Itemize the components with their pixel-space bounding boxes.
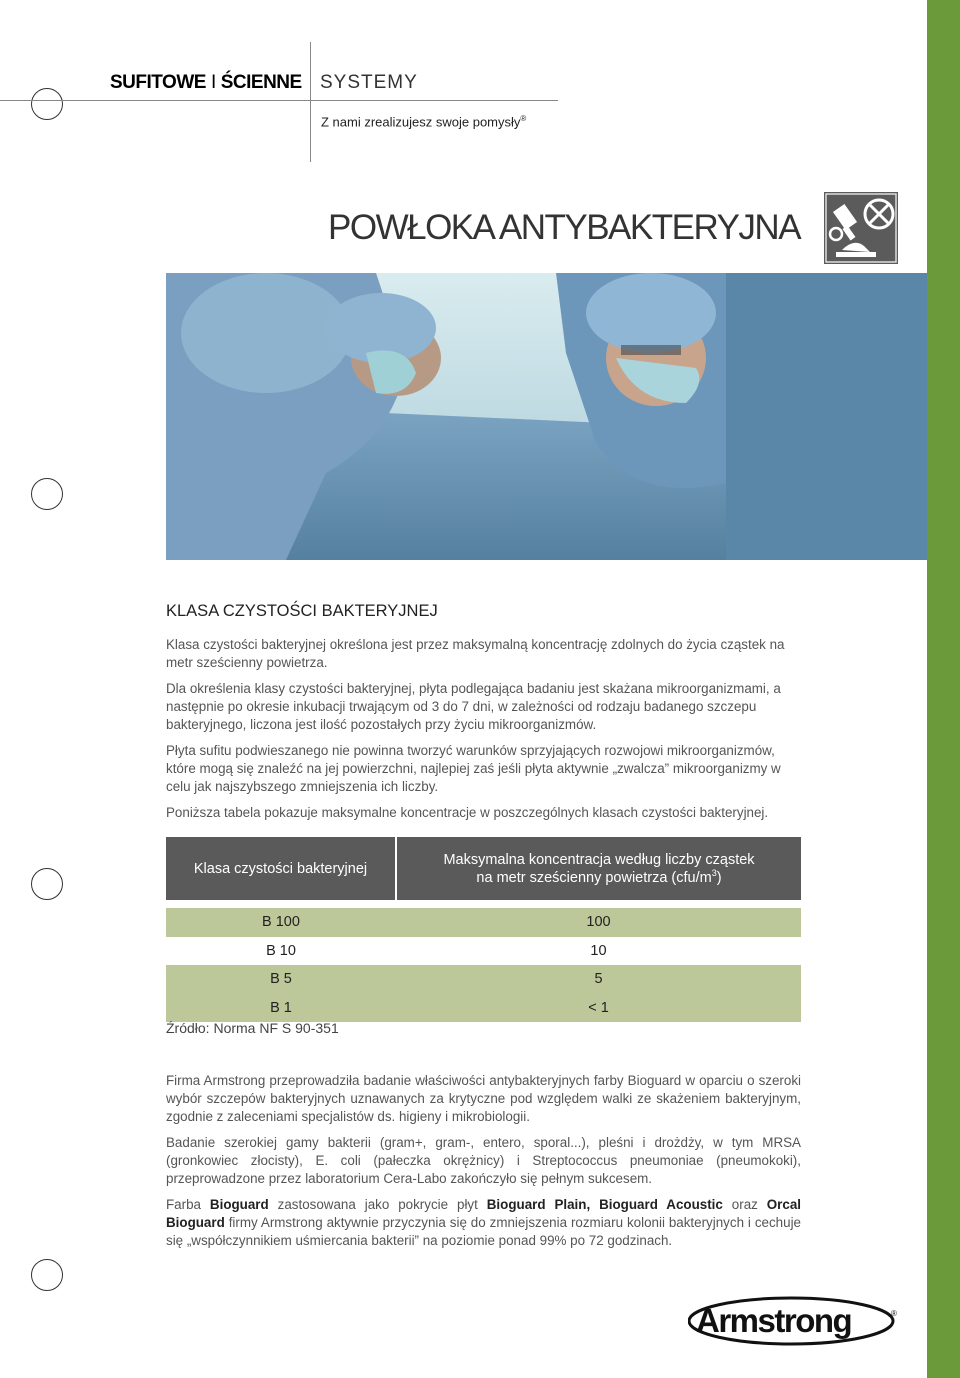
armstrong-logo (688, 1296, 903, 1346)
brand-part-2: ŚCIENNE (220, 72, 302, 93)
brand-separator: I (210, 72, 216, 93)
brand-part-1: SUFITOWE (110, 72, 206, 93)
product-name: Bioguard (209, 1197, 269, 1212)
microscope-icon (824, 192, 898, 264)
table-header-class: Klasa czystości bakteryjnej (166, 837, 396, 900)
brand-header (110, 72, 418, 94)
page-title: POWŁOKA ANTYBAKTERYJNA (328, 208, 801, 247)
paragraph: Firma Armstrong przeprowadziła badanie właściwości antybakteryjnych farby Bioguard w oparciu o szeroki wybór szczepów bakteryjnych uznawanych za krytyczne pod względem walki ze skażeniem bakteryjnym, zgodnie z zaleceniami specjalistów ds. higieny i mikrobiologii. (166, 1073, 801, 1124)
value-cell: 100 (396, 908, 801, 937)
table-row (166, 937, 801, 966)
text-span: oraz (722, 1197, 767, 1212)
registered-mark: ® (520, 114, 527, 123)
paragraph: Dla określenia klasy czystości bakteryjnej, płyta podlegająca badaniu jest skażana mikroorganizmami, a następnie po okresie inkubacji trwającym od 3 do 7 dni, w zależności od rodzaju badanego szczepu bakteryjnego, liczona jest ilość pozostałych przy życiu mikroorganizmów. (166, 681, 781, 732)
header-line-2-end: ) (716, 869, 722, 886)
table-source-note: Źródło: Norma NF S 90-351 (166, 1020, 339, 1036)
product-name: Orcal Bioguard (166, 1197, 802, 1230)
svg-text:Armstrong: Armstrong (696, 1302, 852, 1339)
binder-hole (31, 868, 63, 900)
paragraph: Poniższa tabela pokazuje maksymalne koncentracje w poszczególnych klasach czystości bakteryjnej. (166, 805, 769, 820)
surgery-photo (166, 273, 927, 560)
table-row (166, 965, 801, 994)
header-vertical-divider (310, 42, 311, 162)
value-cell: 10 (396, 937, 801, 966)
text-span: firmy Armstrong aktywnie przyczynia się do zmniejszenia rozmiaru kolonii bakteryjnych i cechuje się „współczynnikiem uśmiercania bakterii” na poziomie ponad 99% po 72 godzinach. (166, 1215, 801, 1248)
table-row (166, 994, 801, 1023)
tagline (321, 114, 526, 129)
table-header-row (166, 837, 801, 900)
text-span: Farba (166, 1197, 210, 1212)
table-header-concentration (396, 837, 801, 900)
header-divider (0, 100, 558, 101)
header-superscript: 3 (711, 867, 717, 878)
header-line-2: na metr sześcienny powietrza (cfu/m (476, 869, 712, 886)
cleanliness-class-table (166, 837, 801, 1022)
section-heading: KLASA CZYSTOŚCI BAKTERYJNEJ (166, 602, 438, 620)
paragraph: Klasa czystości bakteryjnej określona jest przez maksymalną koncentrację zdolnych do życia cząstek na metr sześcienny powietrza. (166, 637, 785, 670)
paragraph: Płyta sufitu podwieszanego nie powinna tworzyć warunków sprzyjających rozwojowi mikroorganizmów, które mogą się znaleźć na jej powierzchni, najlepiej zaś jeśli płyta aktywnie „zwalcza” mikroorganizmy w celu jak najszybszego zmniejszenia ich liczby. (166, 743, 781, 794)
class-cell: B 10 (166, 937, 396, 966)
paragraph (166, 1196, 801, 1250)
paragraph: Badanie szerokiej gamy bakterii (gram+, gram-, entero, sporal...), pleśni i drożdży, w tym MRSA (gronkowiec złocisty), E. coli (pałeczka okrężnicy) i Streptococcus pneumoniae (pneumokoki), przeprowadzone przez laboratorium Cera-Labo zakończyło się pełnym sukcesem. (166, 1135, 801, 1186)
class-cell: B 1 (166, 994, 396, 1023)
brand-part-3: SYSTEMY (320, 72, 418, 93)
text-span: zastosowana jako pokrycie płyt (268, 1197, 487, 1212)
value-cell: < 1 (396, 994, 801, 1023)
tagline-text: Z nami zrealizujesz swoje pomysły (321, 114, 521, 130)
header-line-1: Maksymalna koncentracja według liczby cząstek (443, 851, 755, 868)
intro-text (166, 636, 801, 830)
product-name: Bioguard Plain, Bioguard Acoustic (486, 1197, 723, 1212)
class-cell: B 5 (166, 965, 396, 994)
bioguard-text (166, 1072, 801, 1258)
class-cell: B 100 (166, 908, 396, 937)
table-row (166, 908, 801, 937)
binder-hole (31, 1259, 63, 1291)
binder-hole (31, 88, 63, 120)
binder-hole (31, 478, 63, 510)
svg-text:®: ® (891, 1309, 897, 1318)
value-cell: 5 (396, 965, 801, 994)
green-side-strip (927, 0, 960, 1378)
